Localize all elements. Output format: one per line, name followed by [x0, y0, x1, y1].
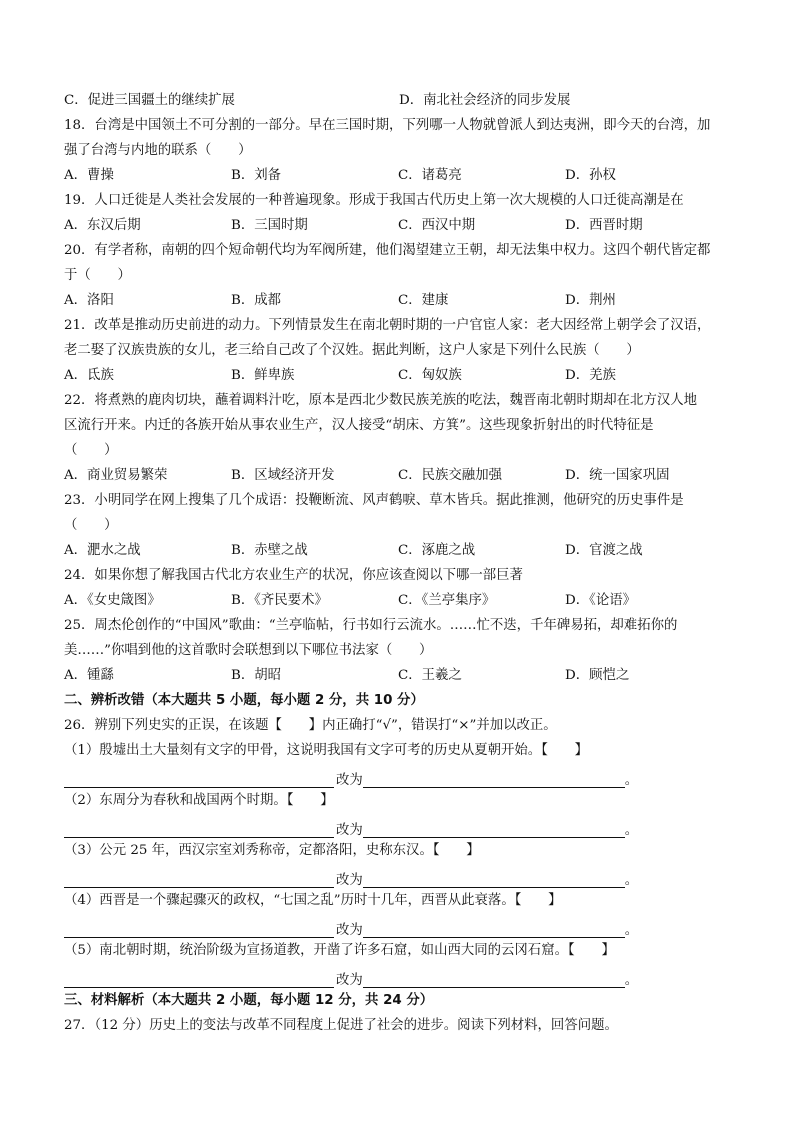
q26-answer-row-2: [64, 813, 744, 838]
q21-option-a: A．氐族: [64, 368, 114, 383]
q25-option-a: A．锺繇: [64, 668, 114, 683]
q19-option-d: D．西晋时期: [565, 218, 643, 233]
q23-options: [64, 538, 744, 563]
q26-blank-correction-5[interactable]: [363, 969, 625, 988]
q26-blank-original-3[interactable]: [64, 869, 334, 888]
q26-item-5: （5）南北朝时期，统治阶级为宣扬道教，开凿了许多石窟，如山西大同的云冈石窟。【 】: [64, 943, 615, 958]
q26-blank-original-2[interactable]: [64, 819, 334, 838]
change-label: 改为: [336, 973, 363, 988]
q20-stem-line2: 于（ ）: [64, 268, 131, 283]
q25-option-b: B．胡昭: [231, 668, 282, 683]
q24-stem-line1: 24．如果你想了解我国古代北方农业生产的状况，你应该查阅以下哪一部巨著: [64, 568, 523, 583]
q26-answer-row-1: [64, 763, 744, 788]
q18-option-a: A．曹操: [64, 168, 114, 183]
q19-option-a: A．东汉后期: [64, 218, 141, 233]
exam-page: [64, 88, 744, 1038]
q18-stem-line1: 18．台湾是中国领土不可分割的一部分。早在三国时期，下列哪一人物就曾派人到达夷洲，即今天的台湾，加: [64, 118, 711, 133]
q20-options: [64, 288, 744, 313]
q19-stem-line1: 19．人口迁徙是人类社会发展的一种普遍现象。形成于我国古代历史上第一次大规模的人口迁徙高潮是在: [64, 193, 684, 208]
q22-option-d: D．统一国家巩固: [565, 468, 670, 483]
q22-stem-line2: 区流行开来。内迁的各族开始从事农业生产，汉人接受“胡床、方箕”。这些现象折射出的时代特征是: [64, 418, 654, 433]
q24-options: [64, 588, 744, 613]
end-mark: 。: [624, 823, 639, 838]
q18-stem-line2: 强了台湾与内地的联系（ ）: [64, 143, 252, 158]
q26-blank-correction-3[interactable]: [363, 869, 625, 888]
q23-option-a: A．淝水之战: [64, 543, 141, 558]
q18-options: [64, 163, 744, 188]
q26-blank-correction-2[interactable]: [363, 819, 625, 838]
q26-blank-original-5[interactable]: [64, 969, 334, 988]
q21-stem-line1: 21．改革是推动历史前进的动力。下列情景发生在南北朝时期的一户官宦人家：老大因经常上朝学会了汉语，: [64, 318, 711, 333]
q26-blank-original-4[interactable]: [64, 919, 334, 938]
change-label: 改为: [336, 873, 363, 888]
q22-option-c: C．民族交融加强: [398, 468, 502, 483]
q21-stem-line2: 老二娶了汉族贵族的女儿，老三给自己改了个汉姓。据此判断，这户人家是下列什么民族（ ）: [64, 343, 640, 358]
end-mark: 。: [624, 873, 639, 888]
section-2-heading: 二、辨析改错（本大题共 5 小题，每小题 2 分，共 10 分）: [64, 693, 424, 708]
q26-blank-correction-1[interactable]: [363, 769, 625, 788]
q22-option-a: A．商业贸易繁荣: [64, 468, 168, 483]
q18-option-c: C．诸葛亮: [398, 168, 462, 183]
q26-answer-row-4: [64, 913, 744, 938]
q20-option-d: D．荆州: [565, 293, 616, 308]
q26-item-4: （4）西晋是一个骤起骤灭的政权，“七国之乱”历时十几年，西晋从此衰落。【 】: [64, 893, 562, 908]
q26-item-1: （1）殷墟出土大量刻有文字的甲骨，这说明我国有文字可考的历史从夏朝开始。【 】: [64, 743, 589, 758]
q23-stem-line2: （ ）: [64, 518, 118, 533]
q25-stem-line1: 25．周杰伦创作的“中国风”歌曲：“兰亭临帖，行书如行云流水。……忙不迭，千年碑易拓，却难拓你的: [64, 618, 678, 633]
change-label: 改为: [336, 923, 363, 938]
q22-stem-line1: 22．将煮熟的鹿肉切块，蘸着调料汁吃，原本是西北少数民族羌族的吃法，魏晋南北朝时期却在北方汉人地: [64, 393, 698, 408]
q17-options: [64, 88, 744, 113]
q26-stem: 26．辨别下列史实的正误，在该题【 】内正确打“√”，错误打“×”并加以改正。: [64, 718, 557, 733]
q26-item-2: （2）东周分为春秋和战国两个时期。【 】: [64, 793, 334, 808]
q21-option-d: D．羌族: [565, 368, 616, 383]
q20-option-b: B．成都: [231, 293, 282, 308]
q26-answer-row-5: [64, 963, 744, 988]
q27-stem: 27．（12 分）历史上的变法与改革不同程度上促进了社会的进步。阅读下列材料，回答问题。: [64, 1018, 618, 1033]
q26-blank-original-1[interactable]: [64, 769, 334, 788]
q23-option-b: B．赤壁之战: [231, 543, 308, 558]
q26-blank-correction-4[interactable]: [363, 919, 625, 938]
q20-option-c: C．建康: [398, 293, 449, 308]
q25-option-d: D．顾恺之: [565, 668, 630, 683]
q19-option-c: C．西汉中期: [398, 218, 476, 233]
q22-options: [64, 463, 744, 488]
q22-stem-line3: （ ）: [64, 443, 118, 458]
q17-option-d: D．南北社会经济的同步发展: [399, 93, 571, 108]
section-3-heading: 三、材料解析（本大题共 2 小题，每小题 12 分，共 24 分）: [64, 993, 434, 1008]
q20-option-a: A．洛阳: [64, 293, 114, 308]
q24-option-a: A．《女史箴图》: [64, 593, 161, 608]
q25-options: [64, 663, 744, 688]
q24-option-c: C．《兰亭集序》: [398, 593, 496, 608]
q25-option-c: C．王羲之: [398, 668, 462, 683]
q20-stem-line1: 20．有学者称，南朝的四个短命朝代均为军阀所建，他们渴望建立王朝，却无法集中权力。这四个朝代皆定都: [64, 243, 711, 258]
q21-option-c: C．匈奴族: [398, 368, 462, 383]
q21-options: [64, 363, 744, 388]
q18-option-d: D．孙权: [565, 168, 616, 183]
q19-options: [64, 213, 744, 238]
change-label: 改为: [336, 773, 363, 788]
q18-option-b: B．刘备: [231, 168, 282, 183]
q24-option-b: B．《齐民要术》: [231, 593, 328, 608]
q23-option-d: D．官渡之战: [565, 543, 643, 558]
q25-stem-line2: 美……”你唱到他的这首歌时会联想到以下哪位书法家（ ）: [64, 643, 433, 658]
q21-option-b: B．鲜卑族: [231, 368, 295, 383]
end-mark: 。: [624, 773, 639, 788]
q22-option-b: B．区域经济开发: [231, 468, 335, 483]
change-label: 改为: [336, 823, 363, 838]
q23-stem-line1: 23．小明同学在网上搜集了几个成语：投鞭断流、风声鹤唳、草木皆兵。据此推测，他研究的历史事件是: [64, 493, 684, 508]
q23-option-c: C．涿鹿之战: [398, 543, 476, 558]
q19-option-b: B．三国时期: [231, 218, 308, 233]
q24-option-d: D．《论语》: [565, 593, 636, 608]
end-mark: 。: [624, 923, 639, 938]
q17-option-c: C．促进三国疆土的继续扩展: [64, 93, 235, 108]
q26-answer-row-3: [64, 863, 744, 888]
end-mark: 。: [624, 973, 639, 988]
q26-item-3: （3）公元 25 年，西汉宗室刘秀称帝，定都洛阳，史称东汉。【 】: [64, 843, 480, 858]
